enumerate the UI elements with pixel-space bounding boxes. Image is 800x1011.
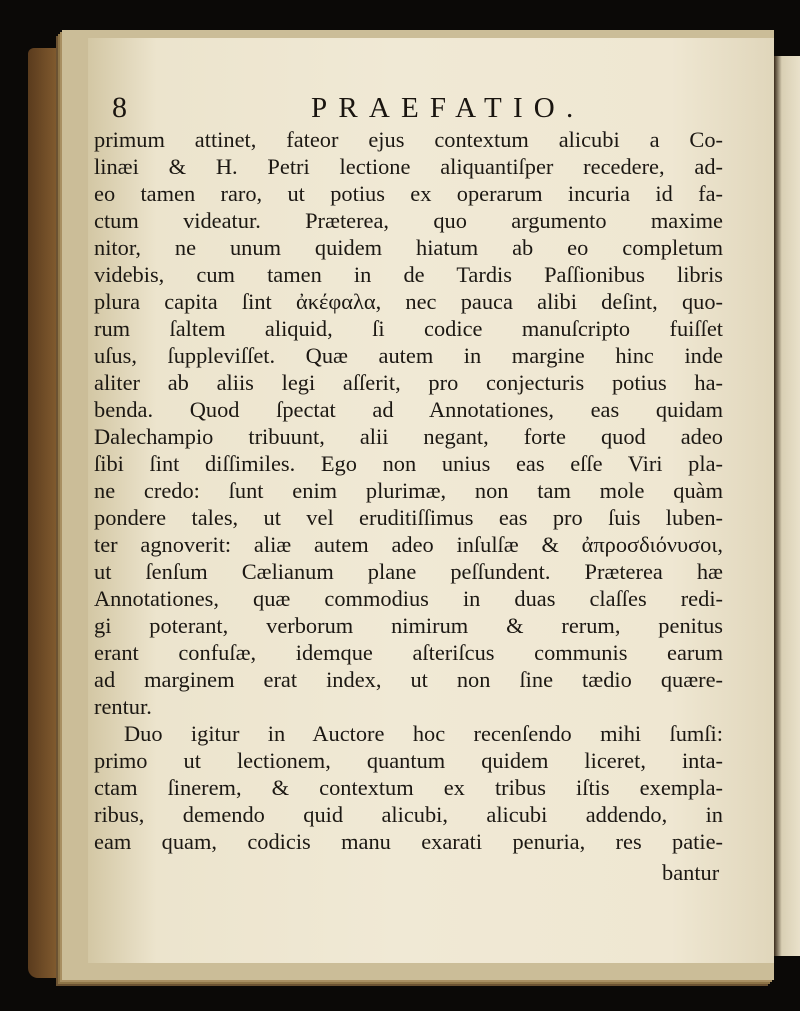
page-number: 8 [112, 91, 127, 124]
text-line: primo ut lectionem, quantum quidem liceret, inta- [94, 748, 723, 773]
text-line: benda. Quod ſpectat ad Annotationes, eas quidam [94, 397, 723, 422]
text-line: ut ſenſum Cælianum plane peſſundent. Præterea hæ [94, 559, 723, 584]
text-line: erant confuſæ, idemque aſteriſcus communis earum [94, 640, 723, 665]
text-line: ter agnoverit: aliæ autem adeo inſulſæ & ἀπροσδιόνυσοι, [94, 532, 723, 557]
text-line: rentur. [94, 694, 152, 719]
text-line: ctam ſinerem, & contextum ex tribus iſtis exempla- [94, 775, 723, 800]
text-line: eo tamen raro, ut potius ex operarum incuria id fa- [94, 181, 723, 206]
text-line: plura capita ſint ἀκέφαλα, nec pauca alibi deſint, quo- [94, 289, 723, 314]
facing-page-edge [774, 56, 800, 956]
text-line: Duo igitur in Auctore hoc recenſendo mihi ſumſi: [124, 721, 723, 746]
text-line: ad marginem erat index, ut non ſine tædio quære- [94, 667, 723, 692]
text-line: ne credo: ſunt enim plurimæ, non tam mole quàm [94, 478, 723, 503]
catchword: bantur [662, 860, 720, 885]
text-line: gi poterant, verborum nimirum & rerum, penitus [94, 613, 723, 638]
text-line: ctum videatur. Præterea, quo argumento maxime [94, 208, 723, 233]
text-line: eam quam, codicis manu exarati penuria, res patie- [94, 829, 723, 854]
text-line: primum attinet, fateor ejus contextum alicubi a Co- [94, 127, 723, 152]
text-line: ribus, demendo quid alicubi, alicubi addendo, in [94, 802, 723, 827]
text-line: Annotationes, quæ commodius in duas claſſes redi- [94, 586, 723, 611]
text-line: linæi & H. Petri lectione aliquantiſper recedere, ad- [94, 154, 723, 179]
text-line: nitor, ne unum quidem hiatum ab eo completum [94, 235, 723, 260]
page-title: PRAEFATIO. [311, 92, 585, 124]
text-line: videbis, cum tamen in de Tardis Paſſionibus libris [94, 262, 723, 287]
text-line: rum ſaltem aliquid, ſi codice manuſcripto fuiſſet [94, 316, 723, 341]
text-line: aliter ab aliis legi aſſerit, pro conjecturis potius ha- [94, 370, 723, 395]
text-line: uſus, ſuppleviſſet. Quæ autem in margine hinc inde [94, 343, 723, 368]
text-line: pondere tales, ut vel eruditiſſimus eas pro ſuis luben- [94, 505, 723, 530]
text-line: Dalechampio tribuunt, alii negant, forte quod adeo [94, 424, 723, 449]
text-line: ſibi ſint diſſimiles. Ego non unius eas eſſe Viri pla- [94, 451, 723, 476]
